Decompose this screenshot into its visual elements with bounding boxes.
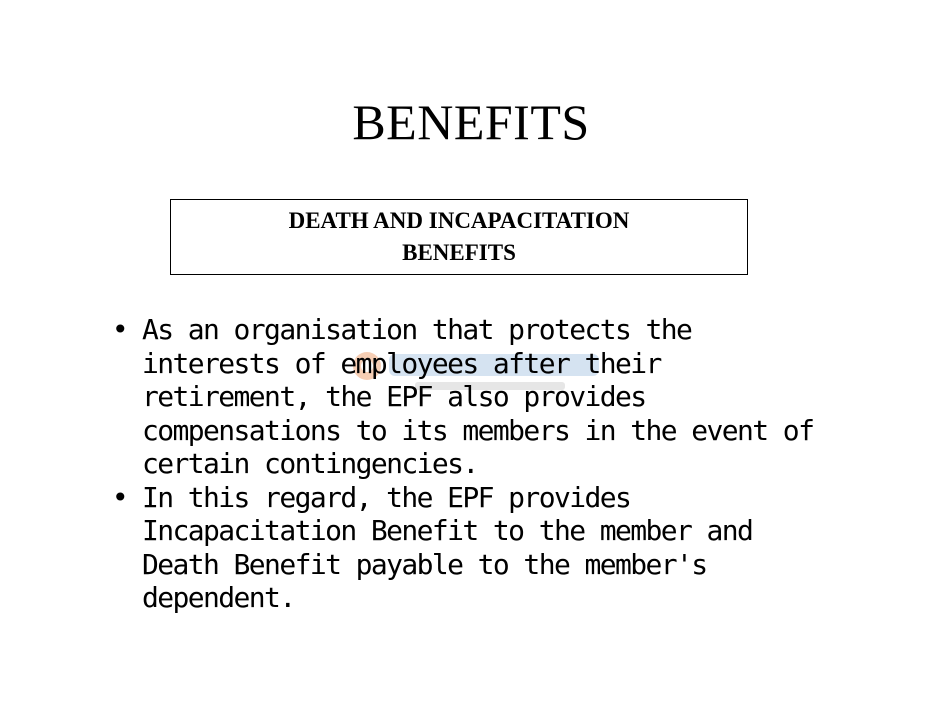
- bullet-dot-icon: •: [112, 313, 129, 346]
- bullet-item: [112, 481, 842, 615]
- bullet-list: [112, 313, 842, 615]
- subtitle-box: [170, 199, 748, 275]
- slide-title: BENEFITS: [352, 94, 590, 150]
- bullet-text: As an organisation that protects the interests of employees after their retirement, the EPF also provides compensations to its members in the event of certain contingencies.: [142, 313, 814, 480]
- bullet-text: In this regard, the EPF provides Incapacitation Benefit to the member and Death Benefit payable to the member's dependent.: [142, 480, 753, 614]
- bullet-dot-icon: •: [112, 480, 129, 514]
- subtitle-text: DEATH AND INCAPACITATION BENEFITS: [288, 208, 630, 265]
- bullet-item: [112, 313, 842, 481]
